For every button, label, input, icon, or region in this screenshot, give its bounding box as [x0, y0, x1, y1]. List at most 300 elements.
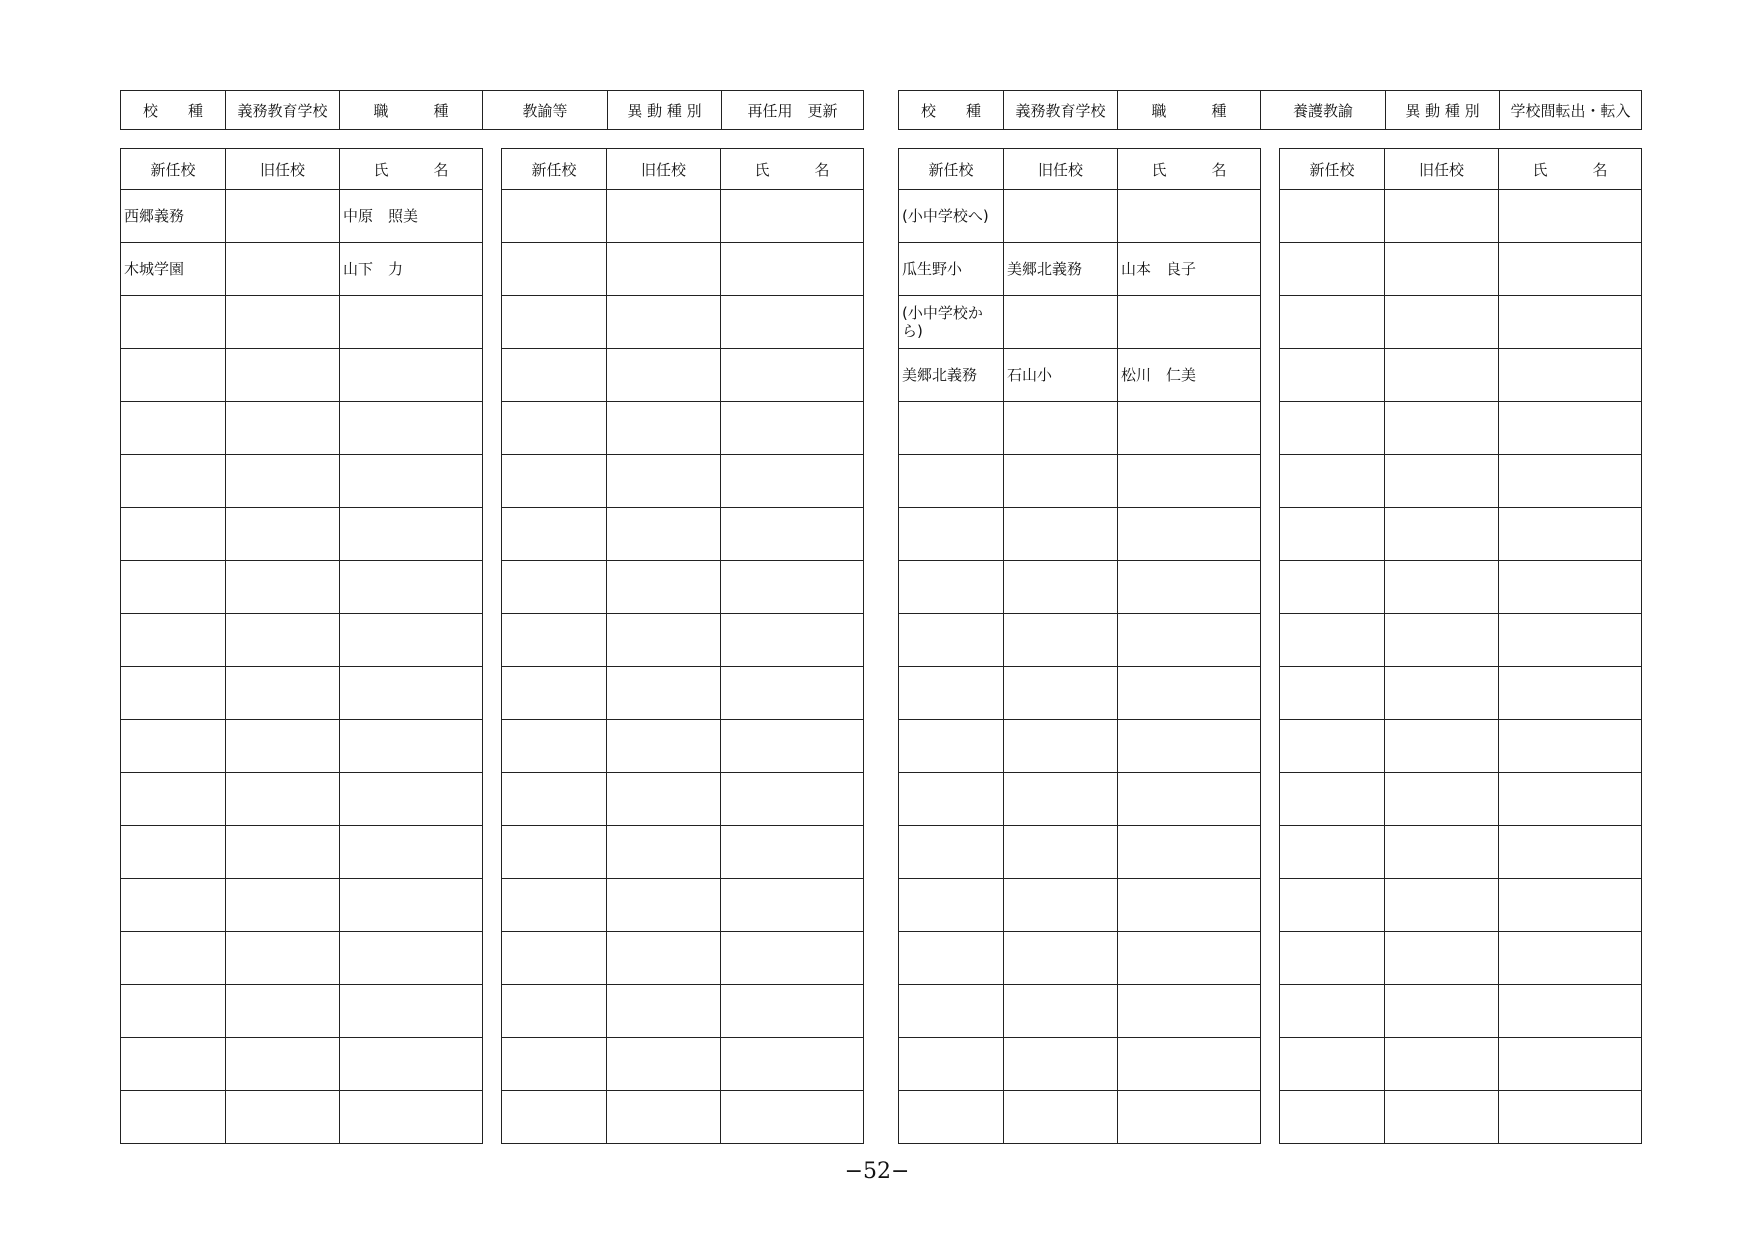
table-row: [121, 296, 483, 349]
old-school-cell: [607, 455, 721, 508]
name-cell: [1499, 614, 1642, 667]
old-school-cell: [607, 826, 721, 879]
name-cell: [1499, 720, 1642, 773]
name-cell: [721, 720, 864, 773]
new-school-cell: [502, 720, 607, 773]
old-school-cell: [226, 561, 340, 614]
table-row: [502, 826, 864, 879]
new-school-cell: [121, 614, 226, 667]
name-cell: [721, 1091, 864, 1144]
name-cell: [1499, 826, 1642, 879]
new-school-cell: [1280, 508, 1385, 561]
old-school-cell: [1385, 1038, 1499, 1091]
new-school-cell: (小中学校から): [899, 296, 1004, 349]
old-school-cell: [607, 932, 721, 985]
table-row: [502, 190, 864, 243]
table-row: [1280, 243, 1642, 296]
name-cell: [340, 508, 483, 561]
table-row: [121, 1091, 483, 1144]
table-row: [502, 667, 864, 720]
column-header-old-school: 旧任校: [1385, 149, 1499, 190]
old-school-cell: [1004, 720, 1118, 773]
new-school-cell: [1280, 455, 1385, 508]
table-row: [121, 402, 483, 455]
table-row: [121, 720, 483, 773]
name-cell: [1118, 667, 1261, 720]
table-row: [121, 508, 483, 561]
old-school-cell: [1385, 773, 1499, 826]
name-cell: [721, 561, 864, 614]
table-row: [899, 296, 1261, 349]
name-cell: [721, 879, 864, 932]
old-school-cell: [1004, 1038, 1118, 1091]
name-cell: 松川 仁美: [1118, 349, 1261, 402]
name-cell: [721, 826, 864, 879]
new-school-cell: [899, 508, 1004, 561]
name-cell: [340, 402, 483, 455]
table-row: [502, 879, 864, 932]
new-school-cell: [1280, 614, 1385, 667]
table-row: [1280, 932, 1642, 985]
right-transfer-table-b: [1279, 148, 1642, 1144]
old-school-cell: [1385, 826, 1499, 879]
new-school-cell: [1280, 1038, 1385, 1091]
new-school-cell: [899, 402, 1004, 455]
old-school-cell: [1004, 667, 1118, 720]
new-school-cell: [1280, 243, 1385, 296]
new-school-cell: [121, 349, 226, 402]
table-row: [1280, 402, 1642, 455]
table-row: [1280, 826, 1642, 879]
table-row: [899, 508, 1261, 561]
name-cell: 山本 良子: [1118, 243, 1261, 296]
old-school-cell: [226, 720, 340, 773]
table-row: [502, 1091, 864, 1144]
new-school-cell: [899, 614, 1004, 667]
table-row: [1280, 349, 1642, 402]
old-school-cell: [226, 243, 340, 296]
name-cell: [1499, 1091, 1642, 1144]
new-school-cell: [121, 561, 226, 614]
old-school-cell: [1004, 190, 1118, 243]
name-cell: [1118, 720, 1261, 773]
old-school-cell: [1385, 667, 1499, 720]
new-school-cell: [121, 826, 226, 879]
table-row: [899, 667, 1261, 720]
left-school-type-label: 校 種: [121, 91, 226, 130]
table-row: [121, 985, 483, 1038]
table-row: [121, 932, 483, 985]
old-school-cell: [226, 508, 340, 561]
table-row: [121, 879, 483, 932]
name-cell: [340, 826, 483, 879]
column-header-new-school: 新任校: [899, 149, 1004, 190]
table-row: [1280, 296, 1642, 349]
table-row: [502, 508, 864, 561]
table-row: [1280, 720, 1642, 773]
right-school-type-value: 義務教育学校: [1004, 91, 1118, 130]
table-row: [121, 190, 483, 243]
old-school-cell: [607, 402, 721, 455]
left-school-type-value: 義務教育学校: [226, 91, 340, 130]
column-header-old-school: 旧任校: [1004, 149, 1118, 190]
name-cell: [1118, 1091, 1261, 1144]
name-cell: [1118, 932, 1261, 985]
new-school-cell: 西郷義務: [121, 190, 226, 243]
name-cell: [721, 985, 864, 1038]
table-row: [899, 243, 1261, 296]
new-school-cell: [502, 879, 607, 932]
old-school-cell: 石山小: [1004, 349, 1118, 402]
name-cell: [721, 932, 864, 985]
old-school-cell: [226, 614, 340, 667]
new-school-cell: [121, 985, 226, 1038]
table-row: [899, 1091, 1261, 1144]
new-school-cell: [121, 720, 226, 773]
table-row: [502, 932, 864, 985]
name-cell: [1118, 455, 1261, 508]
page-number: −52−: [844, 1159, 910, 1184]
old-school-cell: [1004, 561, 1118, 614]
name-cell: [1499, 349, 1642, 402]
name-cell: [721, 614, 864, 667]
name-cell: [340, 932, 483, 985]
new-school-cell: [121, 879, 226, 932]
name-cell: [1118, 614, 1261, 667]
old-school-cell: [226, 1038, 340, 1091]
old-school-cell: [607, 561, 721, 614]
name-cell: [340, 773, 483, 826]
new-school-cell: [502, 773, 607, 826]
new-school-cell: [502, 1038, 607, 1091]
name-cell: [1499, 985, 1642, 1038]
right-transfer-table-a: [898, 148, 1261, 1144]
new-school-cell: [502, 349, 607, 402]
new-school-cell: [1280, 773, 1385, 826]
new-school-cell: [502, 190, 607, 243]
name-cell: [1499, 667, 1642, 720]
new-school-cell: 木城学園: [121, 243, 226, 296]
column-header-new-school: 新任校: [121, 149, 226, 190]
old-school-cell: [607, 773, 721, 826]
name-cell: [1499, 296, 1642, 349]
name-cell: [721, 667, 864, 720]
name-cell: [340, 667, 483, 720]
new-school-cell: [121, 1038, 226, 1091]
old-school-cell: [226, 667, 340, 720]
new-school-cell: [502, 1091, 607, 1144]
name-cell: [1499, 879, 1642, 932]
old-school-cell: [1004, 773, 1118, 826]
new-school-cell: [1280, 879, 1385, 932]
old-school-cell: [607, 1091, 721, 1144]
table-row: [502, 243, 864, 296]
table-row: [899, 826, 1261, 879]
new-school-cell: [502, 614, 607, 667]
column-header-name: 氏 名: [1118, 149, 1261, 190]
table-row: [502, 349, 864, 402]
table-row: [899, 773, 1261, 826]
left-job-label: 職 種: [340, 91, 483, 130]
table-row: [1280, 667, 1642, 720]
old-school-cell: [1004, 614, 1118, 667]
right-transfer-value: 学校間転出・転入: [1500, 91, 1642, 130]
new-school-cell: [899, 826, 1004, 879]
new-school-cell: [502, 826, 607, 879]
name-cell: [1499, 1038, 1642, 1091]
table-row: [1280, 508, 1642, 561]
new-school-cell: [121, 402, 226, 455]
new-school-cell: [121, 508, 226, 561]
name-cell: [340, 296, 483, 349]
old-school-cell: [607, 1038, 721, 1091]
table-row: [1280, 190, 1642, 243]
table-row: [899, 985, 1261, 1038]
column-header-old-school: 旧任校: [226, 149, 340, 190]
name-cell: [1118, 561, 1261, 614]
name-cell: [721, 773, 864, 826]
table-row: [502, 614, 864, 667]
new-school-cell: [1280, 1091, 1385, 1144]
old-school-cell: [1004, 826, 1118, 879]
table-row: [899, 720, 1261, 773]
name-cell: [1118, 508, 1261, 561]
table-row: [502, 296, 864, 349]
table-row: [502, 455, 864, 508]
old-school-cell: 美郷北義務: [1004, 243, 1118, 296]
old-school-cell: [226, 879, 340, 932]
table-row: [1280, 455, 1642, 508]
old-school-cell: [226, 190, 340, 243]
old-school-cell: [226, 402, 340, 455]
column-header-name: 氏 名: [340, 149, 483, 190]
new-school-cell: [502, 561, 607, 614]
right-job-value: 養護教諭: [1261, 91, 1386, 130]
old-school-cell: [226, 826, 340, 879]
name-cell: [340, 349, 483, 402]
table-row: [899, 561, 1261, 614]
column-header-name: 氏 名: [1499, 149, 1642, 190]
table-row: [121, 349, 483, 402]
name-cell: [1118, 826, 1261, 879]
table-row: [1280, 773, 1642, 826]
name-cell: [1499, 932, 1642, 985]
new-school-cell: [121, 667, 226, 720]
left-transfer-value: 再任用 更新: [722, 91, 864, 130]
left-transfer-table-b: [501, 148, 864, 1144]
new-school-cell: [121, 932, 226, 985]
name-cell: [1499, 455, 1642, 508]
new-school-cell: [1280, 190, 1385, 243]
name-cell: [340, 1091, 483, 1144]
old-school-cell: [1385, 879, 1499, 932]
old-school-cell: [607, 720, 721, 773]
new-school-cell: [121, 296, 226, 349]
new-school-cell: [121, 773, 226, 826]
old-school-cell: [607, 243, 721, 296]
new-school-cell: [899, 773, 1004, 826]
table-row: [121, 1038, 483, 1091]
table-row: [899, 1038, 1261, 1091]
old-school-cell: [1004, 508, 1118, 561]
old-school-cell: [1385, 561, 1499, 614]
right-job-label: 職 種: [1118, 91, 1261, 130]
table-row: [121, 455, 483, 508]
name-cell: [721, 508, 864, 561]
table-row: [1280, 879, 1642, 932]
old-school-cell: [607, 879, 721, 932]
old-school-cell: [1385, 296, 1499, 349]
name-cell: [340, 614, 483, 667]
new-school-cell: [1280, 402, 1385, 455]
table-row: [121, 826, 483, 879]
old-school-cell: [226, 985, 340, 1038]
name-cell: [340, 455, 483, 508]
old-school-cell: [1385, 402, 1499, 455]
name-cell: [340, 1038, 483, 1091]
old-school-cell: [1004, 985, 1118, 1038]
new-school-cell: 瓜生野小: [899, 243, 1004, 296]
new-school-cell: [502, 296, 607, 349]
name-cell: [721, 296, 864, 349]
table-row: [1280, 614, 1642, 667]
name-cell: [1118, 985, 1261, 1038]
old-school-cell: [1385, 190, 1499, 243]
name-cell: [1118, 1038, 1261, 1091]
old-school-cell: [607, 985, 721, 1038]
old-school-cell: [607, 190, 721, 243]
old-school-cell: [1004, 402, 1118, 455]
old-school-cell: [1385, 720, 1499, 773]
name-cell: [1499, 773, 1642, 826]
table-row: [1280, 1038, 1642, 1091]
new-school-cell: [899, 879, 1004, 932]
name-cell: 中原 照美: [340, 190, 483, 243]
old-school-cell: [1385, 614, 1499, 667]
column-header-new-school: 新任校: [1280, 149, 1385, 190]
new-school-cell: [899, 932, 1004, 985]
table-row: [899, 349, 1261, 402]
new-school-cell: [1280, 561, 1385, 614]
table-row: [1280, 985, 1642, 1038]
old-school-cell: [607, 349, 721, 402]
new-school-cell: [899, 1038, 1004, 1091]
old-school-cell: [226, 773, 340, 826]
old-school-cell: [1385, 985, 1499, 1038]
old-school-cell: [1385, 1091, 1499, 1144]
right-school-type-label: 校 種: [899, 91, 1004, 130]
old-school-cell: [226, 932, 340, 985]
name-cell: [1499, 402, 1642, 455]
old-school-cell: [1004, 1091, 1118, 1144]
column-header-old-school: 旧任校: [607, 149, 721, 190]
new-school-cell: [1280, 349, 1385, 402]
new-school-cell: [502, 243, 607, 296]
new-school-cell: [1280, 720, 1385, 773]
name-cell: [721, 455, 864, 508]
old-school-cell: [607, 614, 721, 667]
name-cell: [1118, 879, 1261, 932]
name-cell: [721, 243, 864, 296]
new-school-cell: [899, 667, 1004, 720]
right-header-bar: [898, 90, 1642, 130]
left-transfer-table-a: [120, 148, 483, 1144]
table-row: [899, 190, 1261, 243]
old-school-cell: [1385, 455, 1499, 508]
old-school-cell: [1004, 879, 1118, 932]
old-school-cell: [1004, 455, 1118, 508]
table-row: [899, 879, 1261, 932]
new-school-cell: [502, 985, 607, 1038]
left-transfer-label: 異 動 種 別: [608, 91, 722, 130]
old-school-cell: [1385, 243, 1499, 296]
table-row: [502, 402, 864, 455]
table-row: [502, 720, 864, 773]
table-row: [121, 773, 483, 826]
table-row: [121, 667, 483, 720]
name-cell: [340, 720, 483, 773]
name-cell: [721, 190, 864, 243]
new-school-cell: [899, 720, 1004, 773]
new-school-cell: [1280, 826, 1385, 879]
old-school-cell: [226, 455, 340, 508]
new-school-cell: 美郷北義務: [899, 349, 1004, 402]
name-cell: [1499, 190, 1642, 243]
name-cell: [1118, 402, 1261, 455]
old-school-cell: [1004, 296, 1118, 349]
table-row: [502, 985, 864, 1038]
name-cell: [340, 879, 483, 932]
name-cell: [340, 985, 483, 1038]
right-transfer-label: 異 動 種 別: [1386, 91, 1500, 130]
new-school-cell: [1280, 296, 1385, 349]
new-school-cell: [121, 455, 226, 508]
column-header-name: 氏 名: [721, 149, 864, 190]
old-school-cell: [1385, 508, 1499, 561]
column-header-new-school: 新任校: [502, 149, 607, 190]
new-school-cell: [899, 1091, 1004, 1144]
old-school-cell: [226, 349, 340, 402]
new-school-cell: [502, 667, 607, 720]
old-school-cell: [1385, 932, 1499, 985]
name-cell: [1118, 296, 1261, 349]
new-school-cell: [502, 455, 607, 508]
table-row: [502, 1038, 864, 1091]
name-cell: 山下 力: [340, 243, 483, 296]
table-row: [899, 614, 1261, 667]
name-cell: [340, 561, 483, 614]
name-cell: [1118, 190, 1261, 243]
table-row: [1280, 1091, 1642, 1144]
old-school-cell: [607, 296, 721, 349]
table-row: [899, 402, 1261, 455]
table-row: [121, 561, 483, 614]
old-school-cell: [607, 508, 721, 561]
new-school-cell: [121, 1091, 226, 1144]
table-row: [502, 561, 864, 614]
left-job-value: 教諭等: [483, 91, 608, 130]
name-cell: [721, 349, 864, 402]
table-row: [1280, 561, 1642, 614]
old-school-cell: [226, 1091, 340, 1144]
table-row: [121, 243, 483, 296]
new-school-cell: [502, 402, 607, 455]
new-school-cell: [1280, 932, 1385, 985]
new-school-cell: [899, 561, 1004, 614]
old-school-cell: [226, 296, 340, 349]
table-row: [899, 455, 1261, 508]
name-cell: [1499, 243, 1642, 296]
